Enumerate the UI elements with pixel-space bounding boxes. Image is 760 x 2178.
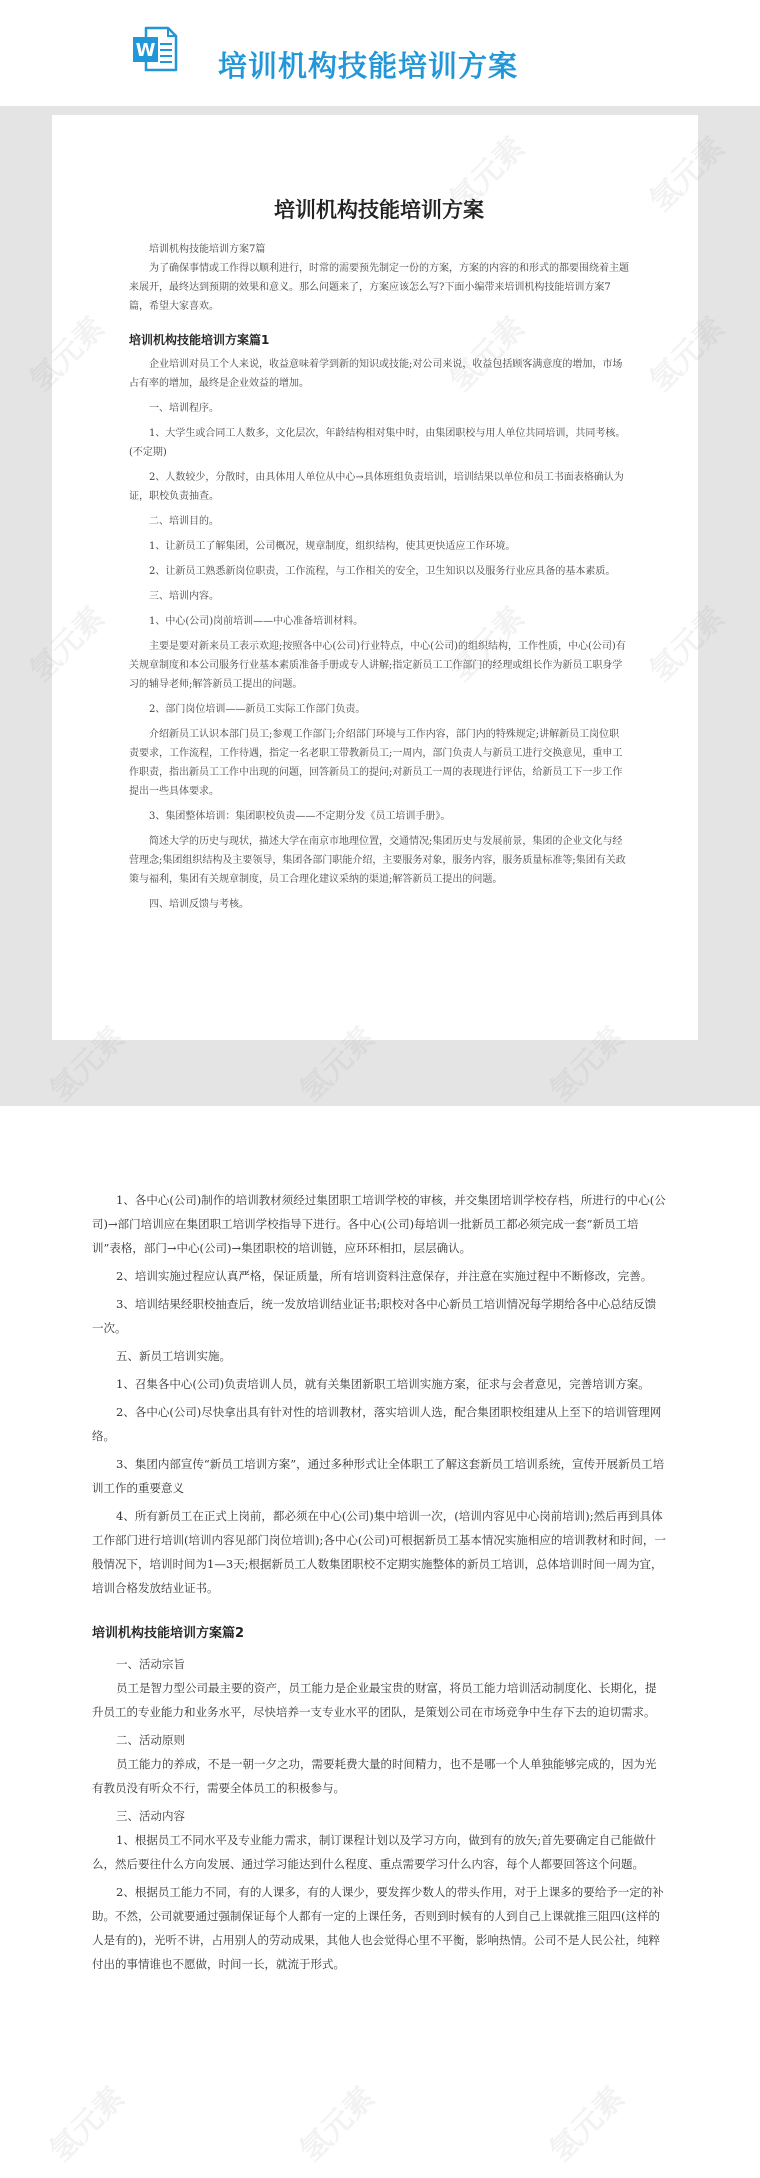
document-title: 培训机构技能培训方案: [274, 197, 484, 222]
paragraph: 员工是智力型公司最主要的资产，员工能力是企业最宝贵的财富，将员工能力培训活动制度化、长期化，提升员工的专业能力和业务水平，尽快培养一支专业水平的团队，是策划公司在市场竞争中生存下去的迫切需求。: [92, 1681, 657, 1719]
watermark: 氢元素: [543, 2080, 632, 2169]
watermark: 氢元素: [293, 2080, 382, 2169]
paragraph: 1、大学生或合同工人数多，文化层次，年龄结构相对集中时，由集团职校与用人单位共同培训，共同考核。(不定期): [129, 428, 626, 458]
paragraph: 三、培训内容。: [149, 591, 219, 602]
paragraph: 三、活动内容: [116, 1809, 185, 1823]
page2-body: [92, 1188, 666, 1976]
paragraph: 员工能力的养成，不是一朝一夕之功，需要耗费大量的时间精力，也不是哪一个人单独能够完成的，因为光有教员没有听众不行，需要全体员工的积极参与。: [92, 1757, 657, 1795]
page1-body: [129, 240, 629, 914]
paragraph: 一、活动宗旨: [116, 1657, 185, 1671]
paragraph: 二、活动原则: [116, 1733, 185, 1747]
paragraph: 介绍新员工认识本部门员工;参观工作部门;介绍部门环境与工作内容，部门内的特殊规定;讲解新员工岗位职责要求，工作流程，工作待遇，指定一名老职工带教新员工;一周内，部门负责人与新员工进行交换意见，重申工作职责，指出新员工工作中出现的问题，回答新员工的提问;对新员工一周的表现进行评估，给新员工下一步工作提出一些具体要求。: [129, 729, 623, 797]
paragraph: 五、新员工培训实施。: [116, 1349, 231, 1363]
paragraph: 3、培训结果经职校抽查后，统一发放培训结业证书;职校对各中心新员工培训情况每学期给各中心总结反馈一次。: [92, 1297, 657, 1335]
watermark: 氢元素: [43, 2080, 132, 2169]
paragraph: 1、召集各中心(公司)负责培训人员，就有关集团新职工培训实施方案，征求与会者意见，完善培训方案。: [116, 1377, 650, 1391]
section-heading: 培训机构技能培训方案篇1: [129, 333, 270, 347]
paragraph: 3、集团内部宣传“新员工培训方案”，通过多种形式让全体职工了解这套新员工培训系统，宣传开展新员工培训工作的重要意义: [92, 1457, 665, 1495]
banner-title: 培训机构技能培训方案: [218, 49, 519, 83]
paragraph: 二、培训目的。: [149, 516, 219, 527]
word-icon-letter: W: [135, 40, 156, 61]
paragraph: 1、中心(公司)岗前培训——中心准备培训材料。: [149, 616, 364, 627]
paragraph: 2、根据员工能力不同，有的人课多，有的人课少，要发挥少数人的带头作用，对于上课多的要给予一定的补助。不然，公司就要通过强制保证每个人都有一定的上课任务，否则到时候有的人到自己上课就推三阻四(这样的人是有的)，光听不讲，占用别人的劳动成果，其他人也会觉得心里不平衡，影响热情。公司不是人民公社，纯粹付出的事情谁也不愿做，时间一长，就流于形式。: [92, 1885, 664, 1971]
paragraph: 四、培训反馈与考核。: [149, 899, 249, 910]
paragraph: 2、人数较少，分散时，由具体用人单位从中心→具体班组负责培训，培训结果以单位和员工书面表格确认为证，职校负责抽查。: [129, 472, 624, 502]
paragraph: 1、根据员工不同水平及专业能力需求，制订课程计划以及学习方向，做到有的放矢;首先要确定自己能做什么，然后要往什么方向发展、通过学习能达到什么程度、重点需要学习什么内容，每个人都要回答这个问题。: [92, 1833, 657, 1871]
paragraph: 4、所有新员工在正式上岗前，都必须在中心(公司)集中培训一次，(培训内容见中心岗前培训);然后再到具体工作部门进行培训(培训内容见部门岗位培训);各中心(公司)可根据新员工基本情况实施相应的培训教材和时间，一般情况下，培训时间为1—3天;根据新员工人数集团职校不定期实施整体的新员工培训，总体培训时间一周为宜，培训合格发放结业证书。: [92, 1509, 666, 1595]
intro-paragraph: 为了确保事情或工作得以顺利进行，时常的需要预先制定一份的方案，方案的内容的和形式的都要围绕着主题来展开，最终达到预期的效果和意义。那么问题来了，方案应该怎么写?下面小编带来培训机构技能培训方案7篇，希望大家喜欢。: [129, 263, 629, 312]
paragraph: 一、培训程序。: [149, 403, 219, 414]
paragraph: 2、培训实施过程应认真严格，保证质量，所有培训资料注意保存，并注意在实施过程中不断修改，完善。: [116, 1269, 653, 1283]
paragraph: 3、集团整体培训：集团职校负责——不定期分发《员工培训手册》。: [149, 811, 451, 822]
paragraph: 2、让新员工熟悉新岗位职责，工作流程，与工作相关的安全，卫生知识以及服务行业应具备的基本素质。: [149, 566, 616, 577]
paragraph: 2、部门岗位培训——新员工实际工作部门负责。: [149, 704, 366, 715]
banner-header: [0, 0, 760, 106]
document-page-1: [52, 115, 698, 1040]
paragraph: 简述大学的历史与现状，描述大学在南京市地理位置，交通情况;集团历史与发展前景，集团的企业文化与经营理念;集团组织结构及主要领导，集团各部门职能介绍，主要服务对象，服务内容，服务质量标准等;集团有关政策与福利，集团有关规章制度，员工合理化建议采纳的渠道;解答新员工提出的问题。: [129, 836, 626, 885]
paragraph: 主要是要对新来员工表示欢迎;按照各中心(公司)行业特点，中心(公司)的组织结构，工作性质，中心(公司)有关规章制度和本公司服务行业基本素质准备手册或专人讲解;指定新员工工作部门的经理或组长作为新员工职身学习的辅导老师;解答新员工提出的问题。: [129, 641, 626, 690]
paragraph: 1、让新员工了解集团，公司概况，规章制度，组织结构，使其更快适应工作环境。: [149, 541, 516, 552]
paragraph: 企业培训对员工个人来说，收益意味着学到新的知识或技能;对公司来说，收益包括顾客满意度的增加，市场占有率的增加，最终是企业效益的增加。: [129, 359, 623, 389]
intro-line: 培训机构技能培训方案7篇: [149, 244, 266, 255]
word-document-icon: [132, 24, 178, 74]
paragraph: 2、各中心(公司)尽快拿出具有针对性的培训教材，落实培训人选，配合集团职校组建从上至下的培训管理网络。: [92, 1405, 662, 1443]
paragraph: 1、各中心(公司)制作的培训教材须经过集团职工培训学校的审核，并交集团培训学校存档，所进行的中心(公司)→部门培训应在集团职工培训学校指导下进行。各中心(公司)每培训一批新员工都必须完成一套“新员工培训”表格，部门→中心(公司)→集团职校的培训链，应环环相扣，层层确认。: [92, 1193, 666, 1255]
section-heading: 培训机构技能培训方案篇2: [92, 1626, 245, 1641]
